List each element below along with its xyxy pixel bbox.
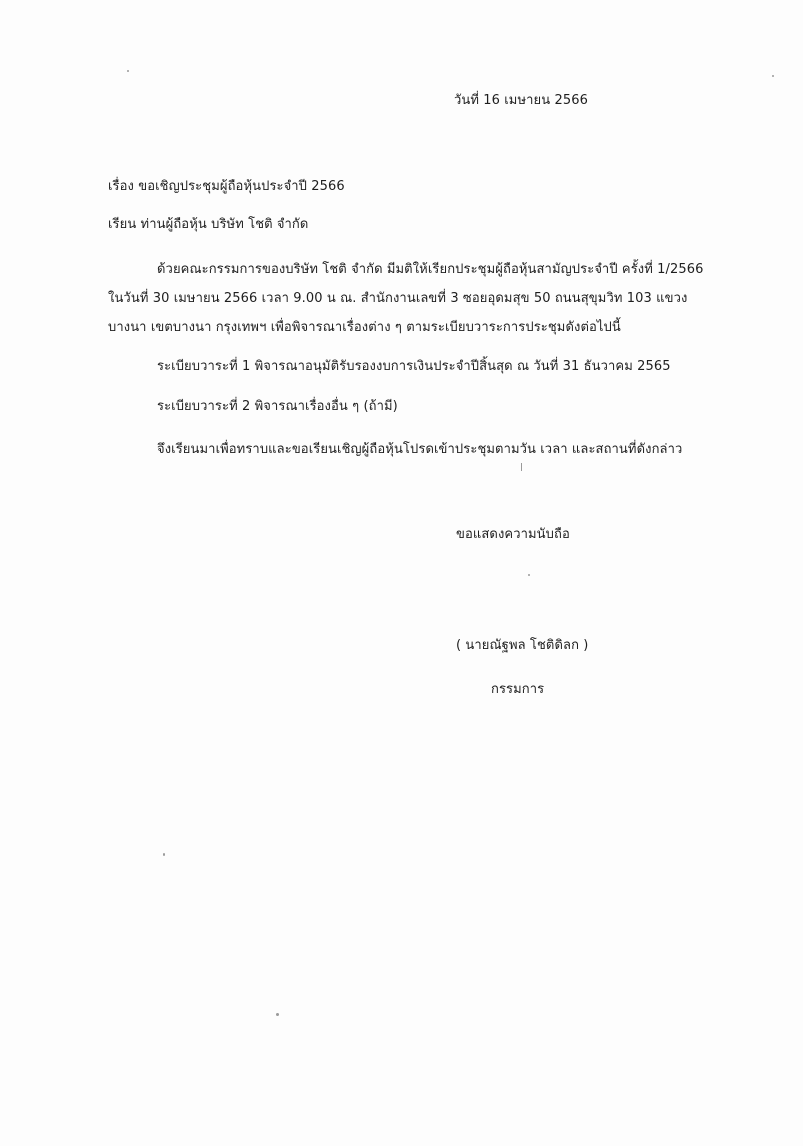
scan-speck	[772, 75, 774, 77]
scan-speck	[163, 853, 165, 856]
closing-regards: ขอแสดงความนับถือ	[456, 527, 570, 542]
scan-speck	[127, 70, 129, 72]
scan-speck	[528, 574, 530, 576]
letter-date: วันที่ 16 เมษายน 2566	[454, 93, 588, 108]
closing-paragraph: จึงเรียนมาเพื่อทราบและขอเรียนเชิญผู้ถือหุ้นโปรดเข้าประชุมตามวัน เวลา และสถานที่ดังกล่าว	[157, 442, 683, 457]
scan-speck	[276, 1013, 279, 1016]
scan-speck	[521, 463, 522, 471]
body-line: บางนา เขตบางนา กรุงเทพฯ เพื่อพิจารณาเรื่องต่าง ๆ ตามระเบียบวาระการประชุมดังต่อไปนี้	[108, 320, 621, 335]
letter-subject: เรื่อง ขอเชิญประชุมผู้ถือหุ้นประจำปี 2566	[108, 179, 345, 194]
agenda-item: ระเบียบวาระที่ 2 พิจารณาเรื่องอื่น ๆ (ถ้ามี)	[157, 399, 398, 414]
body-line: ในวันที่ 30 เมษายน 2566 เวลา 9.00 น ณ. สำนักงานเลขที่ 3 ซอยอุดมสุข 50 ถนนสุขุมวิท 103 แขวง	[108, 291, 688, 306]
signatory-name: ( นายณัฐพล โชติดิลก )	[456, 638, 589, 653]
letter-recipient: เรียน ท่านผู้ถือหุ้น บริษัท โชติ จำกัด	[108, 217, 309, 232]
signatory-title: กรรมการ	[491, 682, 545, 697]
agenda-item: ระเบียบวาระที่ 1 พิจารณาอนุมัติรับรองงบการเงินประจำปีสิ้นสุด ณ วันที่ 31 ธันวาคม 2565	[157, 359, 671, 374]
body-line: ด้วยคณะกรรมการของบริษัท โชติ จำกัด มีมติให้เรียกประชุมผู้ถือหุ้นสามัญประจำปี ครั้งที่ 1/2566	[157, 262, 704, 277]
